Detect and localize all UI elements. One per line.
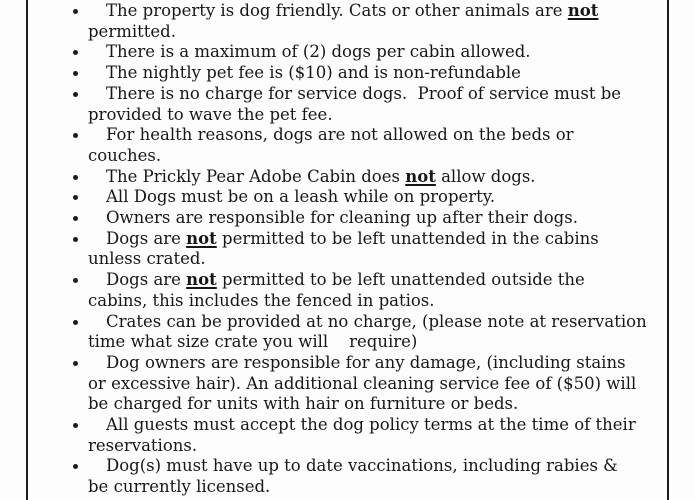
list-item <box>27 208 687 229</box>
dog-policy-list <box>27 1 687 498</box>
bullet-icon <box>73 278 78 283</box>
list-item <box>27 312 687 353</box>
list-item <box>27 353 687 415</box>
list-item-text: The Prickly Pear Adobe Cabin does not allow dogs. <box>106 166 536 186</box>
list-item-text: All Dogs must be on a leash while on property. <box>106 187 496 207</box>
list-item <box>27 84 687 125</box>
bullet-icon <box>73 9 78 14</box>
list-item <box>27 456 687 497</box>
list-item <box>27 1 687 42</box>
list-item-text: Dogs are not permitted to be left unattended in the cabins unless crated. <box>88 228 599 269</box>
list-item <box>27 42 687 63</box>
bullet-icon <box>73 361 78 366</box>
list-item <box>27 167 687 188</box>
list-item <box>27 270 687 311</box>
bullet-icon <box>73 92 78 97</box>
list-item-text: Crates can be provided at no charge, (please note at reservation time what size crate you will require) <box>88 311 647 352</box>
list-item <box>27 125 687 166</box>
list-item-text: There is no charge for service dogs. Proof of service must be provided to wave the pet fee. <box>88 83 622 124</box>
bullet-icon <box>73 195 78 200</box>
list-item-text: The property is dog friendly. Cats or other animals are not permitted. <box>88 1 599 41</box>
list-item-text: Owners are responsible for cleaning up after their dogs. <box>106 208 578 228</box>
bullet-icon <box>73 50 78 55</box>
bullet-icon <box>73 237 78 242</box>
list-item-text: All guests must accept the dog policy terms at the time of their reservations. <box>88 415 636 455</box>
bullet-icon <box>73 216 78 221</box>
bullet-icon <box>73 423 78 428</box>
list-item <box>27 63 687 84</box>
list-item <box>27 187 687 208</box>
bullet-icon <box>73 464 78 469</box>
bullet-icon <box>73 175 78 180</box>
bullet-icon <box>73 133 78 138</box>
list-item-text: The nightly pet fee is ($10) and is non-refundable <box>106 63 521 83</box>
bullet-icon <box>73 320 78 325</box>
list-item <box>27 229 687 270</box>
list-item-text: There is a maximum of (2) dogs per cabin allowed. <box>106 42 531 62</box>
list-item <box>27 415 687 456</box>
list-item-text: Dogs are not permitted to be left unattended outside the cabins, this includes the fenced in patios. <box>88 270 585 310</box>
document-content <box>27 1 687 498</box>
bullet-icon <box>73 71 78 76</box>
list-item-text: For health reasons, dogs are not allowed on the beds or couches. <box>88 125 574 165</box>
list-item-text: Dog owners are responsible for any damage, (including stains or excessive hair). An additional cleaning service fee of ($50) will be charged for units with hair on furniture or beds. <box>88 352 637 414</box>
list-item-text: Dog(s) must have up to date vaccinations, including rabies & be currently licensed. <box>88 456 618 497</box>
